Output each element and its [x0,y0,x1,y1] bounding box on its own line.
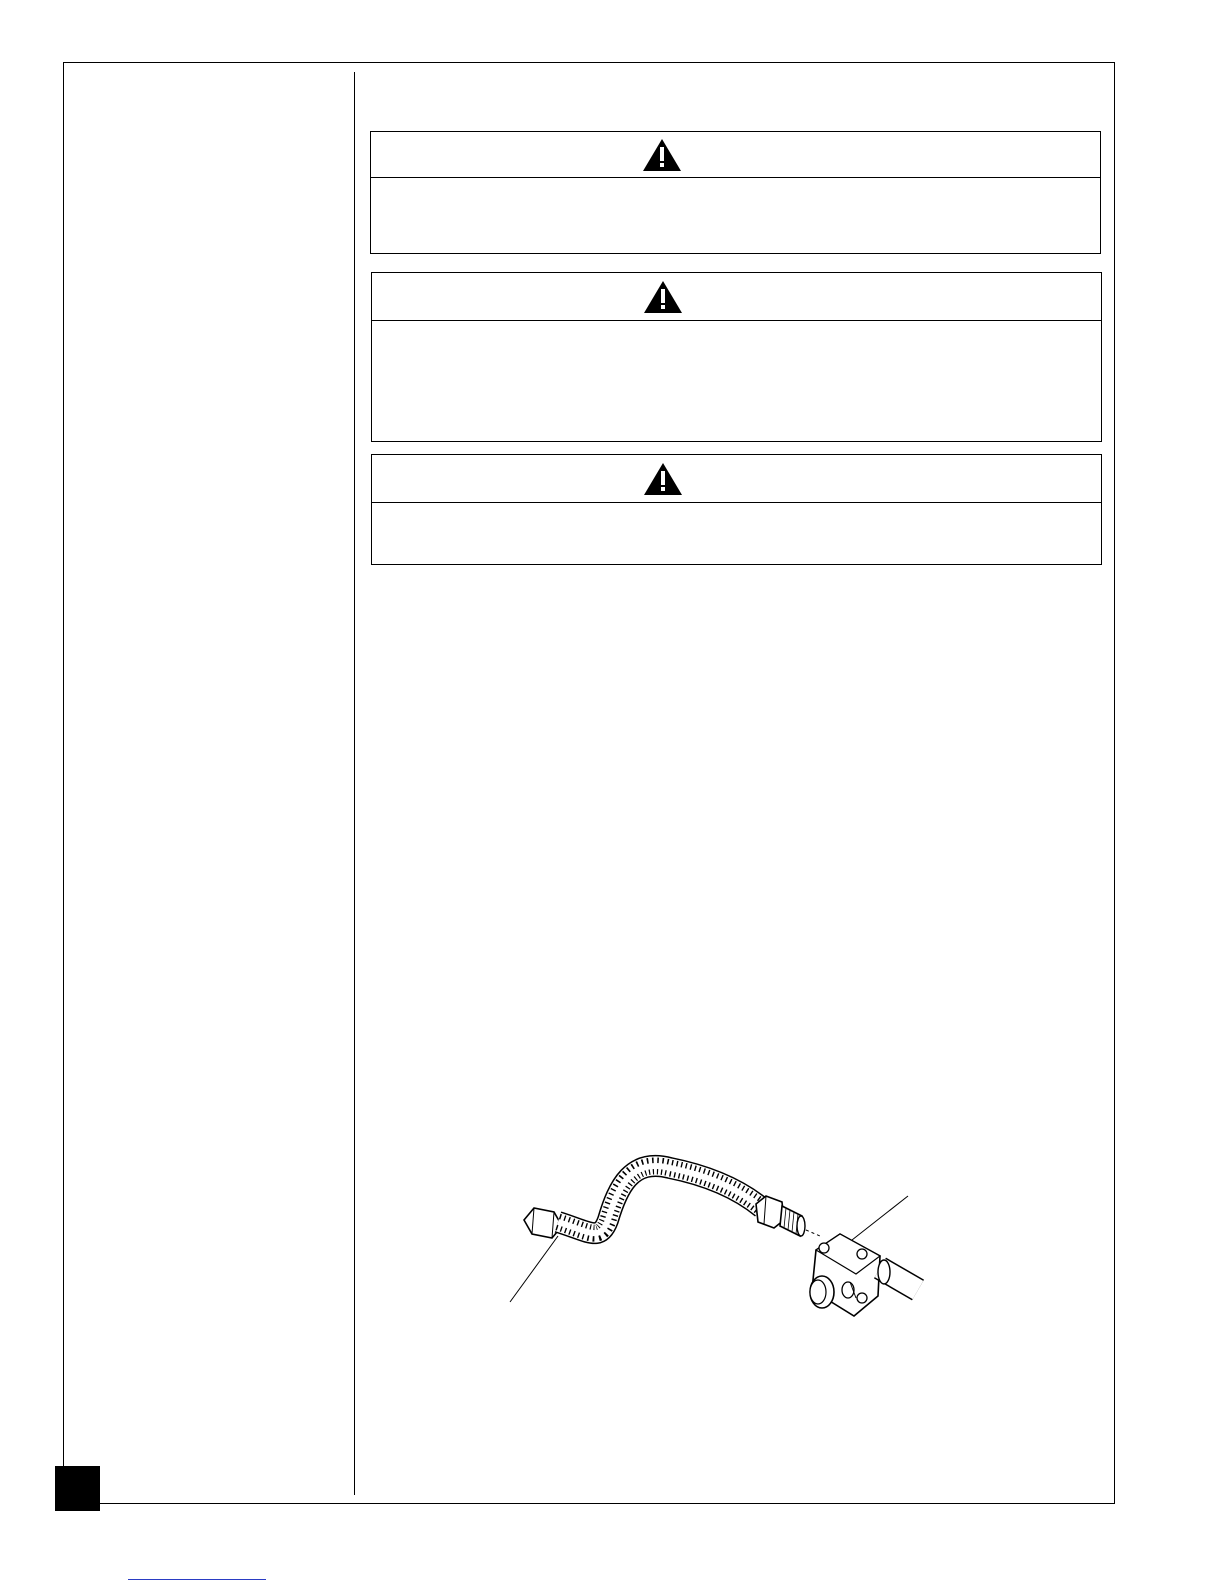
warning-text-2 [372,321,1101,441]
gas-pipe-icon [878,1260,918,1290]
hose-end-nut-icon [524,1208,562,1238]
leader-line-hose [510,1236,558,1302]
page-number-tab [55,1466,100,1511]
warning-text-1 [371,178,1100,253]
link-underline[interactable] [128,1579,266,1580]
flexible-gas-hose-icon [558,1166,762,1233]
warning-text-3 [372,503,1101,564]
warning-triangle-icon [643,462,683,496]
page-number [55,1466,100,1511]
hose-fitting-icon [756,1196,805,1236]
leader-line-valve [852,1196,908,1240]
warning-triangle-icon [643,280,683,314]
warning-triangle-icon [642,138,682,172]
column-divider [354,72,355,1495]
valve-inlet-icon [810,1234,880,1316]
warning-header-2 [372,273,1101,321]
warning-box-3 [371,454,1102,565]
hose-connection-figure [500,1150,940,1320]
warning-box-1 [370,131,1101,254]
warning-box-2 [371,272,1102,442]
warning-header-1 [371,132,1100,178]
warning-header-3 [372,455,1101,503]
